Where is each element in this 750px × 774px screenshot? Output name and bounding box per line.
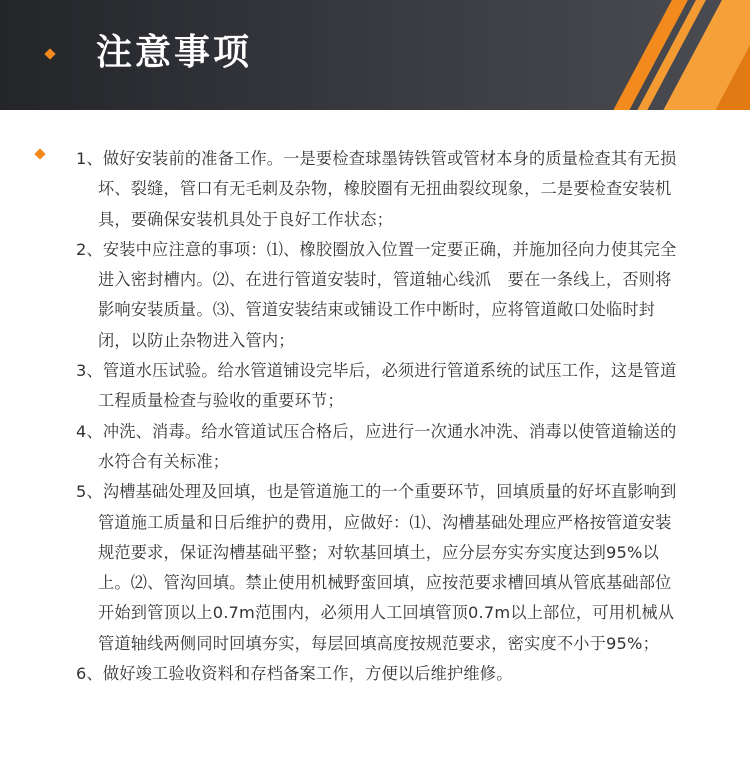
list-item [76, 417, 686, 478]
list-item [76, 659, 686, 689]
item-text: 做好竣工验收资料和存档备案工作，方便以后维护维修。 [102, 664, 513, 684]
list-item [76, 356, 686, 417]
list-item [76, 144, 686, 235]
list-item [76, 235, 686, 356]
item-number: 1、 [76, 149, 103, 168]
item-number: 2、 [76, 239, 103, 259]
list-item [76, 477, 686, 659]
item-number: 6、 [76, 664, 103, 684]
item-text: 安装中应注意的事项：⑴、橡胶圈放入位置一定要正确，并施加径向力使其完全进入密封槽内。⑵、在进行管道安装时，管道轴心线沠 要在一条线上，否则将影响安装质量。⑶、管道安装结束或铺设工作中断时，应将管道敞口处临时封闭，以防止杂物进入管内； [98, 239, 677, 350]
item-text: 冲洗、消毒。给水管道试压合格后，应进行一次通水冲洗、消毒以使管道输送的水符合有关标准； [98, 421, 677, 471]
item-number: 4、 [76, 421, 103, 441]
diamond-icon [44, 48, 55, 59]
page-title: 注意事项 [96, 32, 253, 73]
item-number: 3、 [76, 361, 103, 381]
item-text: 做好安装前的准备工作。一是要检查球墨铸铁管或管材本身的质量检查其有无损坏、裂缝，管口有无毛刺及杂物，橡胶圈有无扭曲裂纹现象，二是要检查安装机具，要确保安装机具处于良好工作状态； [98, 149, 677, 229]
notice-list [76, 144, 686, 689]
item-number: 5、 [76, 482, 103, 502]
item-text: 管道水压试验。给水管道铺设完毕后，必须进行管道系统的试压工作，这是管道工程质量检查与验收的重要环节； [98, 361, 677, 411]
item-text: 沟槽基础处理及回填，也是管道施工的一个重要环节，回填质量的好坏直影响到管道施工质量和日后维护的费用，应做好：⑴、沟槽基础处理应严格按管道安装规范要求，保证沟槽基础平整；对软基回填土，应分层夯实夯实度达到95%以上。⑵、管沟回填。禁止使用机械野蛮回填，应按范要求槽回填从管底基础部位开始到管顶以上0.7m范围内，必须用人工回填管顶0.7m以上部位，可用机械从管道轴线两侧同时回填夯实，每层回填高度按规范要求，密实度不小于95%； [98, 482, 677, 653]
diamond-bullet-icon [34, 148, 45, 159]
header-banner [0, 0, 750, 110]
